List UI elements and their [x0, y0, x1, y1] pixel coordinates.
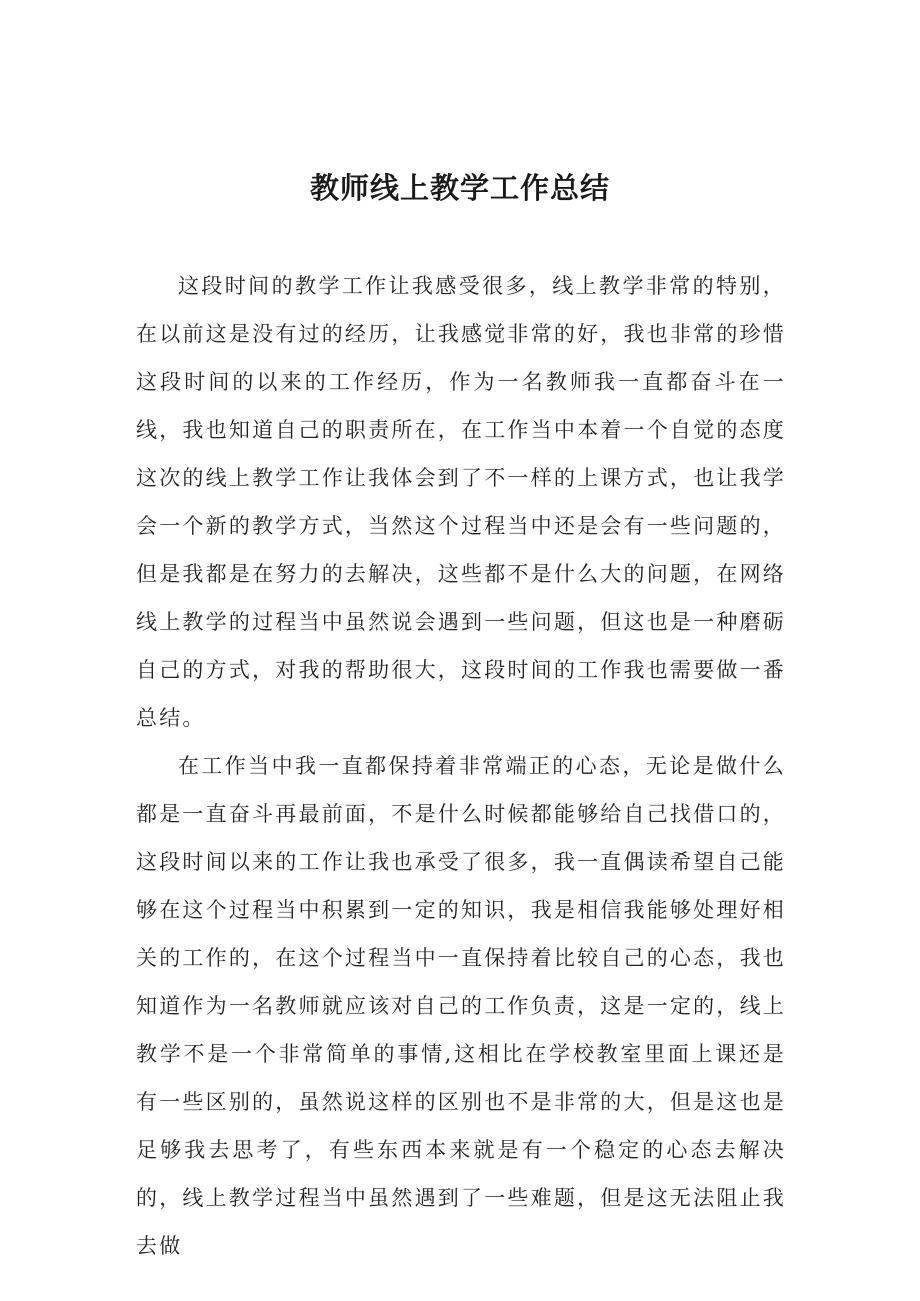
paragraph-1: 这段时间的教学工作让我感受很多，线上教学非常的特别，在以前这是没有过的经历，让我感觉非常的好，我也非常的珍惜这段时间的以来的工作经历，作为一名教师我一直都奋斗在一线，我也知道自己的职责所在，在工作当中本着一个自觉的态度这次的线上教学工作让我体会到了不一样的上课方式，也让我学会一个新的教学方式，当然这个过程当中还是会有一些问题的，但是我都是在努力的去解决，这些都不是什么大的问题，在网络线上教学的过程当中虽然说会遇到一些问题，但这也是一种磨砺自己的方式，对我的帮助很大，这段时间的工作我也需要做一番总结。	[136, 274, 786, 730]
document-title: 教师线上教学工作总结	[309, 171, 610, 205]
document-body	[136, 262, 786, 1270]
paragraph-2: 在工作当中我一直都保持着非常端正的心态，无论是做什么都是一直奋斗再最前面，不是什么时候都能够给自己找借口的，这段时间以来的工作让我也承受了很多，我一直偶读希望自己能够在这个过程当中积累到一定的知识，我是相信我能够处理好相关的工作的，在这个过程当中一直保持着比较自己的心态，我也知道作为一名教师就应该对自己的工作负责，这是一定的，线上教学不是一个非常简单的事情,这相比在学校教室里面上课还是有一些区别的，虽然说这样的区别也不是非常的大，但是这也是足够我去思考了，有些东西本来就是有一个稳定的心态去解决的，线上教学过程当中虽然遇到了一些难题，但是这无法阻止我去做	[136, 754, 786, 1258]
